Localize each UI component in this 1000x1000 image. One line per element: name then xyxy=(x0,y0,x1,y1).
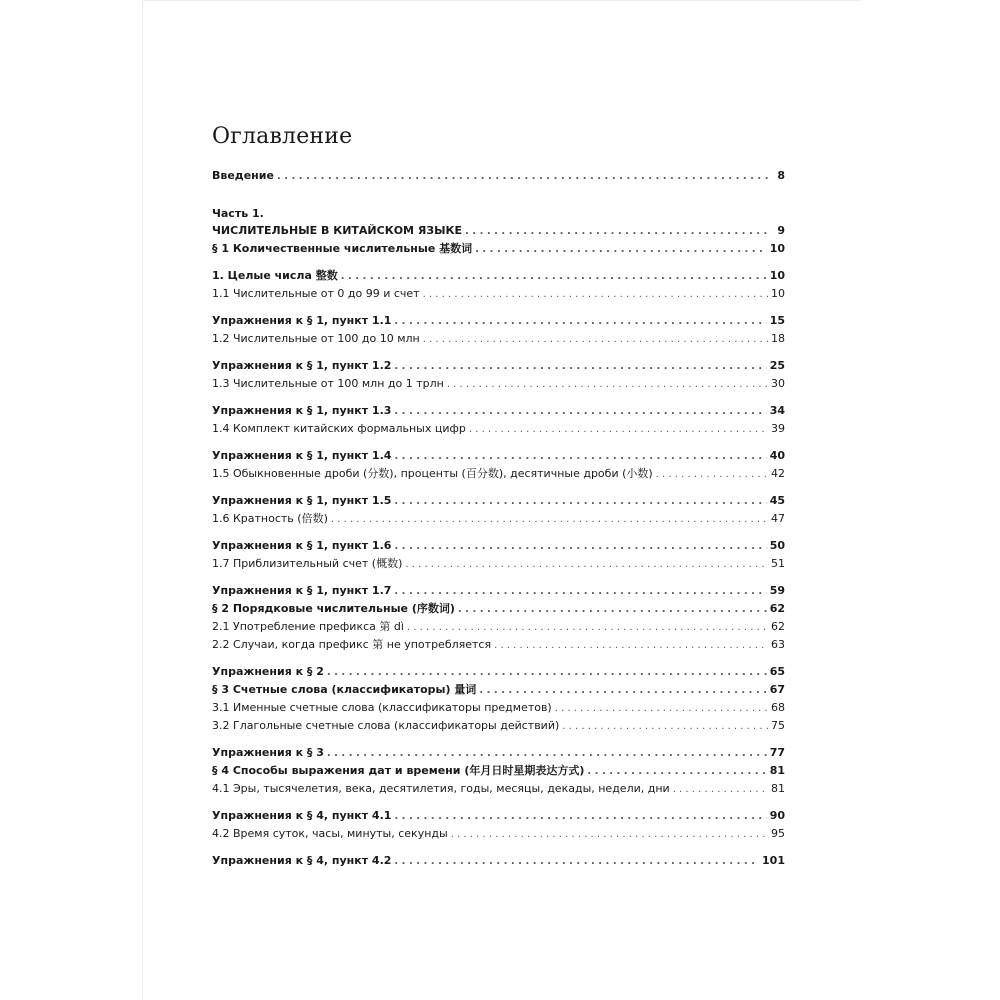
toc-entry-page: 10 xyxy=(769,269,785,282)
toc-leader-dots xyxy=(458,601,767,619)
toc-leader-dots xyxy=(465,223,768,241)
toc-leader-dots xyxy=(423,286,768,304)
toc-entry-exercises[interactable] xyxy=(212,852,785,870)
toc-leader-dots xyxy=(673,781,768,799)
toc-entry-page: 15 xyxy=(769,314,785,327)
toc-entry-page: 75 xyxy=(771,719,785,732)
toc-entry-item[interactable] xyxy=(212,717,785,735)
toc-leader-dots xyxy=(394,313,766,331)
toc-entry-exercises[interactable] xyxy=(212,807,785,825)
toc-leader-dots xyxy=(341,268,767,286)
toc-entry-label: Упражнения к § 1, пункт 1.6 xyxy=(212,539,392,552)
toc-leader-dots xyxy=(475,241,767,259)
toc-entry-page: 10 xyxy=(769,242,785,255)
toc-entry-label: Упражнения к § 4, пункт 4.2 xyxy=(212,854,392,867)
toc-leader-dots xyxy=(394,853,759,871)
toc-entry-part-1[interactable] xyxy=(212,222,785,240)
toc-entry-item[interactable] xyxy=(212,510,785,528)
toc-entry-label: 3.1 Именные счетные слова (классификаторы предметов) xyxy=(212,701,552,714)
toc-entry-label: 1.4 Комплект китайских формальных цифр xyxy=(212,422,466,435)
toc-entry-exercises[interactable] xyxy=(212,663,785,681)
toc-leader-dots xyxy=(394,403,766,421)
toc-leader-dots xyxy=(656,466,768,484)
toc-entry-item[interactable] xyxy=(212,636,785,654)
toc-leader-dots xyxy=(407,619,768,637)
toc-entry-page: 63 xyxy=(771,638,785,651)
toc-entry-item[interactable] xyxy=(212,618,785,636)
toc-entry-item[interactable] xyxy=(212,330,785,348)
toc-entry-exercises[interactable] xyxy=(212,402,785,420)
toc-entry-item[interactable] xyxy=(212,699,785,717)
toc-entry-page: 62 xyxy=(769,602,785,615)
toc-entry-label: Упражнения к § 1, пункт 1.7 xyxy=(212,584,392,597)
toc-leader-dots xyxy=(469,421,768,439)
toc-entry-label: Упражнения к § 3 xyxy=(212,746,324,759)
toc-entry-label: Упражнения к § 1, пункт 1.2 xyxy=(212,359,392,372)
toc-entry-page: 34 xyxy=(769,404,785,417)
toc-leader-dots xyxy=(327,745,767,763)
toc-entry-page: 81 xyxy=(769,764,785,777)
toc-entry-page: 9 xyxy=(777,224,785,237)
toc-entry-section-2[interactable] xyxy=(212,600,785,618)
toc-leader-dots xyxy=(447,376,768,394)
toc-entry-page: 45 xyxy=(769,494,785,507)
document-page xyxy=(142,0,861,1000)
toc-leader-dots xyxy=(479,682,766,700)
toc-entry-page: 59 xyxy=(769,584,785,597)
toc-entry-exercises[interactable] xyxy=(212,537,785,555)
toc-leader-dots xyxy=(331,511,768,529)
page-title: Оглавление xyxy=(212,124,353,149)
toc-entry-label: Упражнения к § 1, пункт 1.3 xyxy=(212,404,392,417)
toc-entry-section-3[interactable] xyxy=(212,681,785,699)
toc-entry-label: 1.3 Числительные от 100 млн до 1 трлн xyxy=(212,377,444,390)
toc-entry-page: 25 xyxy=(769,359,785,372)
toc-entry-subsection[interactable] xyxy=(212,267,785,285)
toc-entry-page: 47 xyxy=(771,512,785,525)
toc-leader-dots xyxy=(394,493,766,511)
toc-leader-dots xyxy=(423,331,768,349)
toc-entry-page: 62 xyxy=(771,620,785,633)
toc-entry-page: 10 xyxy=(771,287,785,300)
toc-entry-label: 4.1 Эры, тысячелетия, века, десятилетия, годы, месяцы, декады, недели, дни xyxy=(212,782,670,795)
toc-entry-exercises[interactable] xyxy=(212,447,785,465)
toc-leader-dots xyxy=(494,637,768,655)
toc-entry-page: 39 xyxy=(771,422,785,435)
toc-entry-label: § 3 Счетные слова (классификаторы) 量词 xyxy=(212,683,477,696)
toc-entry-page: 42 xyxy=(771,467,785,480)
toc-entry-label: 3.2 Глагольные счетные слова (классификаторы действий) xyxy=(212,719,560,732)
toc-entry-item[interactable] xyxy=(212,465,785,483)
toc-entry-label: 1.5 Обыкновенные дроби (分数), проценты (百分数), десятичные дроби (小数) xyxy=(212,467,653,480)
toc-entry-item[interactable] xyxy=(212,825,785,843)
toc-entry-item[interactable] xyxy=(212,555,785,573)
toc-entry-label: Упражнения к § 4, пункт 4.1 xyxy=(212,809,392,822)
toc-leader-dots xyxy=(451,826,768,844)
toc-leader-dots xyxy=(394,808,766,826)
toc-entry-section-4[interactable] xyxy=(212,762,785,780)
toc-entry-label: 1.1 Числительные от 0 до 99 и счет xyxy=(212,287,420,300)
toc-entry-label: 4.2 Время суток, часы, минуты, секунды xyxy=(212,827,448,840)
toc-entry-section-1[interactable] xyxy=(212,240,785,258)
toc-entry-page: 30 xyxy=(771,377,785,390)
toc-entry-exercises[interactable] xyxy=(212,312,785,330)
toc-entry-label: Упражнения к § 1, пункт 1.5 xyxy=(212,494,392,507)
toc-entry-label: Упражнения к § 1, пункт 1.1 xyxy=(212,314,392,327)
toc-entry-label: 1.6 Кратность (倍数) xyxy=(212,512,328,525)
toc-leader-dots xyxy=(277,168,768,186)
toc-entry-page: 101 xyxy=(762,854,785,867)
toc-entry-page: 67 xyxy=(769,683,785,696)
toc-leader-dots xyxy=(562,718,768,736)
toc-entry-page: 90 xyxy=(769,809,785,822)
toc-entry-page: 77 xyxy=(769,746,785,759)
toc-entry-page: 68 xyxy=(771,701,785,714)
table-of-contents xyxy=(212,167,785,870)
toc-entry-label: § 2 Порядковые числительные (序数词) xyxy=(212,602,455,615)
toc-leader-dots xyxy=(394,583,766,601)
toc-leader-dots xyxy=(394,358,766,376)
toc-leader-dots xyxy=(394,448,766,466)
toc-entry-page: 18 xyxy=(771,332,785,345)
toc-entry-page: 65 xyxy=(769,665,785,678)
toc-leader-dots xyxy=(327,664,767,682)
toc-entry-item[interactable] xyxy=(212,780,785,798)
toc-entry-exercises[interactable] xyxy=(212,582,785,600)
toc-entry-exercises[interactable] xyxy=(212,357,785,375)
toc-entry-label: 2.2 Случаи, когда префикс 第 не употребляется xyxy=(212,638,492,651)
toc-entry-label: Упражнения к § 2 xyxy=(212,665,324,678)
toc-leader-dots xyxy=(587,763,766,781)
toc-entry-label: Введение xyxy=(212,169,274,182)
toc-entry-item[interactable] xyxy=(212,285,785,303)
toc-entry-label: 1.7 Приблизительный счет (概数) xyxy=(212,557,403,570)
toc-entry-label: § 1 Количественные числительные 基数词 xyxy=(212,242,473,255)
toc-leader-dots xyxy=(555,700,768,718)
toc-entry-page: 51 xyxy=(771,557,785,570)
toc-entry-exercises[interactable] xyxy=(212,744,785,762)
toc-leader-dots xyxy=(405,556,768,574)
toc-entry-label: 2.1 Употребление префикса 第 dì xyxy=(212,620,404,633)
toc-entry-page: 40 xyxy=(769,449,785,462)
toc-entry-page: 95 xyxy=(771,827,785,840)
toc-entry-page: 50 xyxy=(769,539,785,552)
toc-entry-item[interactable] xyxy=(212,420,785,438)
toc-entry-label: 1.2 Числительные от 100 до 10 млн xyxy=(212,332,420,345)
toc-entry-label: Упражнения к § 1, пункт 1.4 xyxy=(212,449,392,462)
toc-entry-item[interactable] xyxy=(212,375,785,393)
toc-entry-label: 1. Целые числа 整数 xyxy=(212,269,338,282)
toc-part-heading: Часть 1. xyxy=(212,207,264,220)
toc-entry-page: 81 xyxy=(771,782,785,795)
toc-entry-label: ЧИСЛИТЕЛЬНЫЕ В КИТАЙСКОМ ЯЗЫКЕ xyxy=(212,224,463,237)
toc-entry-label: § 4 Способы выражения дат и времени (年月日时星期表达方式) xyxy=(212,764,585,777)
toc-entry-introduction[interactable] xyxy=(212,167,785,185)
toc-entry-exercises[interactable] xyxy=(212,492,785,510)
toc-entry-page: 8 xyxy=(777,169,785,182)
toc-leader-dots xyxy=(394,538,766,556)
